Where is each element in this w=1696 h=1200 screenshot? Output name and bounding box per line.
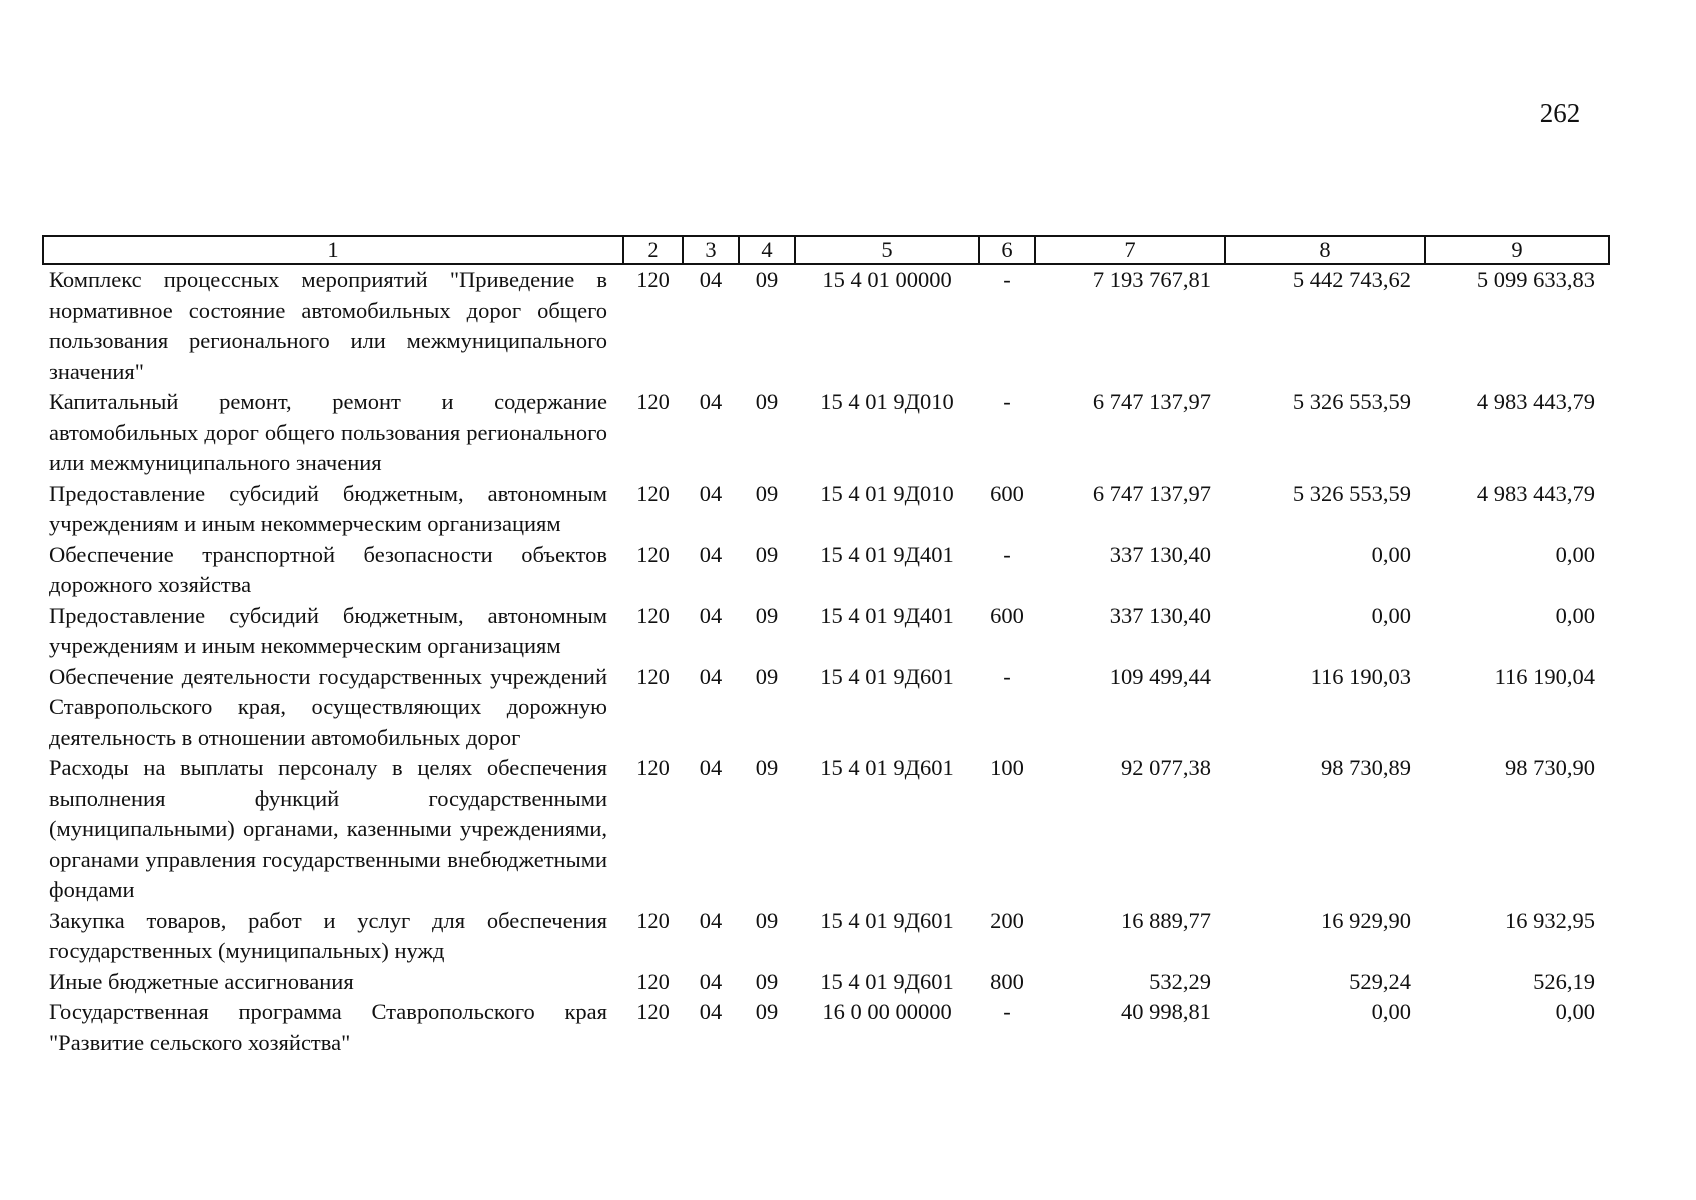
target-article-code: 15 4 01 9Д601 <box>820 907 954 933</box>
row-description: Государственная программа Ставропольского края "Развитие сельского хозяйства" <box>49 999 607 1055</box>
table-row <box>43 906 1609 967</box>
section-code: 04 <box>699 999 723 1024</box>
amount-col-7: 337 130,40 <box>1109 541 1211 567</box>
subsection-code: 09 <box>755 755 779 780</box>
row-description: Предоставление субсидий бюджетным, автономным учреждениям и иным некоммерческим организациям <box>49 602 607 658</box>
section-code: 04 <box>699 267 723 292</box>
amount-col-8: 98 730,89 <box>1321 755 1411 780</box>
subsection-code: 09 <box>755 907 779 933</box>
expense-type-code: 600 <box>990 602 1024 628</box>
subsection-code: 09 <box>755 999 779 1024</box>
ministry-code: 120 <box>636 999 670 1024</box>
amount-col-9: 98 730,90 <box>1505 755 1595 780</box>
column-header: 4 <box>739 236 795 264</box>
header-row <box>43 236 1609 264</box>
subsection-code: 09 <box>755 389 779 414</box>
amount-col-8: 16 929,90 <box>1321 907 1411 933</box>
amount-col-9: 526,19 <box>1533 968 1595 994</box>
subsection-code: 09 <box>755 480 779 506</box>
amount-col-9: 5 099 633,83 <box>1476 267 1595 292</box>
ministry-code: 120 <box>636 602 670 628</box>
amount-col-7: 532,29 <box>1149 968 1211 994</box>
column-header: 8 <box>1225 236 1425 264</box>
expense-type-code: - <box>1003 999 1011 1024</box>
amount-col-9: 16 932,95 <box>1505 907 1595 933</box>
section-code: 04 <box>699 968 723 994</box>
target-article-code: 15 4 01 9Д010 <box>820 389 954 414</box>
section-code: 04 <box>699 480 723 506</box>
budget-table <box>42 235 1610 1058</box>
amount-col-7: 16 889,77 <box>1121 907 1211 933</box>
amount-col-7: 109 499,44 <box>1109 663 1211 689</box>
amount-col-8: 5 326 553,59 <box>1292 389 1411 414</box>
column-header: 2 <box>623 236 683 264</box>
expense-type-code: - <box>1003 663 1011 689</box>
amount-col-7: 40 998,81 <box>1121 999 1211 1024</box>
target-article-code: 15 4 01 00000 <box>822 267 952 292</box>
amount-col-7: 6 747 137,97 <box>1092 389 1211 414</box>
section-code: 04 <box>699 602 723 628</box>
amount-col-7: 7 193 767,81 <box>1092 267 1211 292</box>
target-article-code: 16 0 00 00000 <box>822 999 952 1024</box>
table-row <box>43 387 1609 479</box>
amount-col-9: 0,00 <box>1555 999 1595 1024</box>
amount-col-8: 116 190,03 <box>1310 663 1411 689</box>
expense-type-code: - <box>1003 541 1011 567</box>
page-number: 262 <box>1539 98 1581 128</box>
section-code: 04 <box>699 541 723 567</box>
table-row <box>43 479 1609 540</box>
section-code: 04 <box>699 663 723 689</box>
expense-type-code: - <box>1003 267 1011 292</box>
table-row <box>43 997 1609 1058</box>
amount-col-9: 0,00 <box>1555 602 1595 628</box>
row-description: Капитальный ремонт, ремонт и содержание автомобильных дорог общего пользования регионального или межмуниципального значения <box>49 389 607 475</box>
column-header: 3 <box>683 236 739 264</box>
column-header: 1 <box>43 236 623 264</box>
amount-col-8: 5 326 553,59 <box>1292 480 1411 506</box>
expense-type-code: 800 <box>990 968 1024 994</box>
table-row <box>43 601 1609 662</box>
amount-col-9: 0,00 <box>1555 541 1595 567</box>
ministry-code: 120 <box>636 267 670 292</box>
ministry-code: 120 <box>636 541 670 567</box>
amount-col-8: 0,00 <box>1371 541 1411 567</box>
expense-type-code: 600 <box>990 480 1024 506</box>
subsection-code: 09 <box>755 541 779 567</box>
expense-type-code: 100 <box>990 755 1024 780</box>
column-header: 7 <box>1035 236 1225 264</box>
target-article-code: 15 4 01 9Д010 <box>820 480 954 506</box>
ministry-code: 120 <box>636 663 670 689</box>
section-code: 04 <box>699 389 723 414</box>
row-description: Предоставление субсидий бюджетным, автономным учреждениям и иным некоммерческим организациям <box>49 480 607 536</box>
ministry-code: 120 <box>636 389 670 414</box>
column-header: 6 <box>979 236 1035 264</box>
row-description: Обеспечение деятельности государственных учреждений Ставропольского края, осуществляющих дорожную деятельность в отношении автомобильных дорог <box>49 663 607 750</box>
target-article-code: 15 4 01 9Д601 <box>820 663 954 689</box>
target-article-code: 15 4 01 9Д601 <box>820 755 954 780</box>
row-description: Комплекс процессных мероприятий "Приведение в нормативное состояние автомобильных дорог общего пользования регионального или межмуниципального значения" <box>49 267 607 384</box>
table-row <box>43 753 1609 906</box>
row-description: Обеспечение транспортной безопасности объектов дорожного хозяйства <box>49 541 607 597</box>
ministry-code: 120 <box>636 755 670 780</box>
amount-col-8: 5 442 743,62 <box>1292 267 1411 292</box>
table-row <box>43 540 1609 601</box>
section-code: 04 <box>699 755 723 780</box>
row-description: Расходы на выплаты персоналу в целях обеспечения выполнения функций государственными (муниципальными) органами, казенными учреждениями, органами управления государственными внебюджетными фондами <box>49 755 607 902</box>
ministry-code: 120 <box>636 968 670 994</box>
subsection-code: 09 <box>755 602 779 628</box>
expense-type-code: 200 <box>990 907 1024 933</box>
amount-col-8: 529,24 <box>1349 968 1411 994</box>
column-header: 5 <box>795 236 979 264</box>
table-row <box>43 662 1609 754</box>
target-article-code: 15 4 01 9Д601 <box>820 968 954 994</box>
amount-col-7: 92 077,38 <box>1121 755 1211 780</box>
table-body <box>43 264 1609 1058</box>
section-code: 04 <box>699 907 723 933</box>
subsection-code: 09 <box>755 968 779 994</box>
target-article-code: 15 4 01 9Д401 <box>820 602 954 628</box>
amount-col-9: 4 983 443,79 <box>1476 389 1595 414</box>
amount-col-8: 0,00 <box>1371 602 1411 628</box>
subsection-code: 09 <box>755 663 779 689</box>
amount-col-7: 6 747 137,97 <box>1092 480 1211 506</box>
target-article-code: 15 4 01 9Д401 <box>820 541 954 567</box>
amount-col-9: 116 190,04 <box>1494 663 1595 689</box>
column-header: 9 <box>1425 236 1609 264</box>
row-description: Иные бюджетные ассигнования <box>49 968 354 994</box>
row-description: Закупка товаров, работ и услуг для обеспечения государственных (муниципальных) нужд <box>49 907 607 963</box>
amount-col-7: 337 130,40 <box>1109 602 1211 628</box>
subsection-code: 09 <box>755 267 779 292</box>
table-row <box>43 967 1609 998</box>
ministry-code: 120 <box>636 907 670 933</box>
ministry-code: 120 <box>636 480 670 506</box>
amount-col-9: 4 983 443,79 <box>1476 480 1595 506</box>
amount-col-8: 0,00 <box>1371 999 1411 1024</box>
table-row <box>43 264 1609 387</box>
expense-type-code: - <box>1003 389 1011 414</box>
